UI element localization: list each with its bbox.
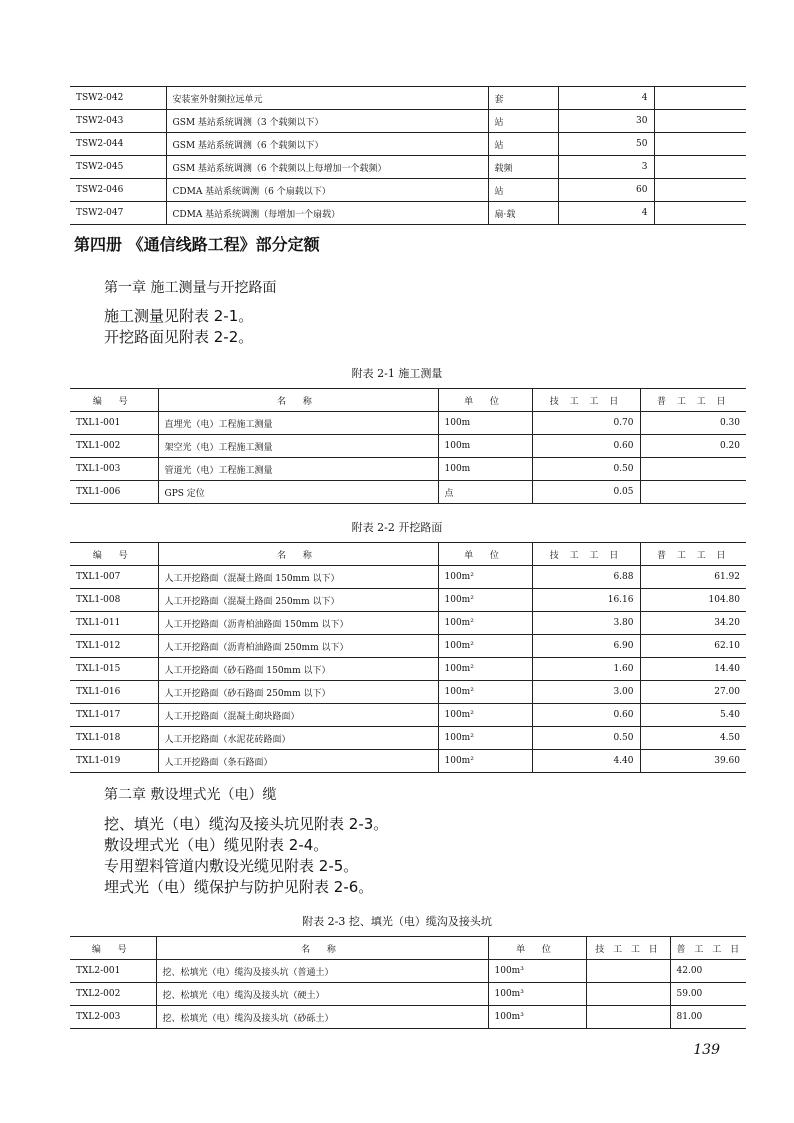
- book-heading: 第四册 《通信线路工程》部分定额: [74, 235, 320, 254]
- row-code-cell: TXL1-008: [70, 589, 158, 612]
- row-tech-cell: 1.60: [532, 658, 640, 681]
- row-name-cell: 挖、松填光（电）缆沟及接头坑（普通土）: [156, 960, 488, 983]
- row-code-cell: TXL2-001: [70, 960, 156, 983]
- row-unit-cell: 套: [488, 87, 558, 110]
- row-tech-cell: 4: [558, 87, 654, 110]
- row-unit-cell: 100m: [438, 412, 532, 435]
- header-general: 普 工 工 日: [640, 389, 746, 412]
- row-name-cell: CDMA 基站系统调测（每增加一个扇载）: [166, 202, 488, 225]
- header-name: 名 称: [158, 389, 438, 412]
- row-name-cell: GSM 基站系统调测（6 个载频以上每增加一个载频）: [166, 156, 488, 179]
- row-unit-cell: 100m²: [438, 727, 532, 750]
- table-row: [70, 635, 746, 658]
- chapter2-line-3: 专用塑料管道内敷设光缆见附表 2-5。: [104, 857, 359, 875]
- row-name-cell: 挖、松填光（电）缆沟及接头坑（硬土）: [156, 983, 488, 1006]
- table-row: [70, 156, 746, 179]
- row-general-cell: [654, 133, 746, 156]
- row-name-cell: 人工开挖路面（条石路面）: [158, 750, 438, 773]
- header-unit: 单 位: [488, 937, 586, 960]
- row-tech-cell: 0.50: [532, 458, 640, 481]
- header-code: 编 号: [70, 937, 156, 960]
- row-code-cell: TSW2-042: [70, 87, 166, 110]
- row-tech-cell: 0.05: [532, 481, 640, 504]
- row-tech-cell: 4: [558, 202, 654, 225]
- row-code-cell: TSW2-047: [70, 202, 166, 225]
- table-row: [70, 750, 746, 773]
- row-code-cell: TSW2-044: [70, 133, 166, 156]
- row-name-cell: CDMA 基站系统调测（6 个扇载以下）: [166, 179, 488, 202]
- chapter1-title: 第一章 施工测量与开挖路面: [104, 280, 277, 296]
- row-unit-cell: 站: [488, 110, 558, 133]
- table-2-2-body: [70, 566, 746, 773]
- row-code-cell: TXL1-017: [70, 704, 158, 727]
- table-row: [70, 133, 746, 156]
- row-name-cell: GSM 基站系统调测（6 个载频以下）: [166, 133, 488, 156]
- row-unit-cell: 扇·载: [488, 202, 558, 225]
- row-name-cell: 人工开挖路面（砂石路面 150mm 以下）: [158, 658, 438, 681]
- table-row: [70, 179, 746, 202]
- header-unit: 单 位: [438, 389, 532, 412]
- row-code-cell: TXL1-016: [70, 681, 158, 704]
- row-tech-cell: [586, 960, 670, 983]
- row-general-cell: [654, 87, 746, 110]
- row-name-cell: 架空光（电）工程施工测量: [158, 435, 438, 458]
- row-tech-cell: 3.80: [532, 612, 640, 635]
- row-tech-cell: [586, 983, 670, 1006]
- row-general-cell: [654, 156, 746, 179]
- table-row: [70, 589, 746, 612]
- chapter2-line-1: 挖、填光（电）缆沟及接头坑见附表 2-3。: [104, 815, 389, 833]
- table-row: [70, 110, 746, 133]
- row-code-cell: TSW2-045: [70, 156, 166, 179]
- row-code-cell: TXL1-006: [70, 481, 158, 504]
- row-general-cell: 0.30: [640, 412, 746, 435]
- table-2-3-caption: 附表 2-3 挖、填光（电）缆沟及接头坑: [302, 915, 492, 928]
- row-tech-cell: 0.50: [532, 727, 640, 750]
- table-2-2-caption: 附表 2-2 开挖路面: [351, 521, 443, 534]
- row-name-cell: 人工开挖路面（混凝土路面 150mm 以下）: [158, 566, 438, 589]
- header-code: 编 号: [70, 543, 158, 566]
- table-row: [70, 1006, 746, 1029]
- row-general-cell: [640, 481, 746, 504]
- row-code-cell: TXL1-002: [70, 435, 158, 458]
- table-row: [70, 727, 746, 750]
- table-row: [70, 983, 746, 1006]
- table-row: [70, 202, 746, 225]
- header-name: 名 称: [158, 543, 438, 566]
- header-tech: 技 工 工 日: [532, 389, 640, 412]
- row-tech-cell: 3.00: [532, 681, 640, 704]
- row-code-cell: TXL1-001: [70, 412, 158, 435]
- row-general-cell: 4.50: [640, 727, 746, 750]
- row-name-cell: GPS 定位: [158, 481, 438, 504]
- row-unit-cell: 点: [438, 481, 532, 504]
- row-tech-cell: 4.40: [532, 750, 640, 773]
- row-unit-cell: 100m³: [488, 960, 586, 983]
- chapter2-line-4: 埋式光（电）缆保护与防护见附表 2-6。: [104, 878, 374, 896]
- table-row: [70, 87, 746, 110]
- row-name-cell: 人工开挖路面（沥青柏油路面 250mm 以下）: [158, 635, 438, 658]
- row-tech-cell: 0.60: [532, 435, 640, 458]
- row-name-cell: GSM 基站系统调测（3 个载频以下）: [166, 110, 488, 133]
- row-name-cell: 人工开挖路面（混凝土路面 250mm 以下）: [158, 589, 438, 612]
- row-code-cell: TXL1-015: [70, 658, 158, 681]
- row-name-cell: 人工开挖路面（砂石路面 250mm 以下）: [158, 681, 438, 704]
- row-general-cell: [640, 458, 746, 481]
- row-unit-cell: 100m²: [438, 750, 532, 773]
- row-unit-cell: 100m: [438, 435, 532, 458]
- header-unit: 单 位: [438, 543, 532, 566]
- row-code-cell: TXL1-018: [70, 727, 158, 750]
- row-general-cell: 104.80: [640, 589, 746, 612]
- row-tech-cell: 0.70: [532, 412, 640, 435]
- header-tech: 技 工 工 日: [586, 937, 670, 960]
- row-unit-cell: 100m²: [438, 658, 532, 681]
- row-unit-cell: 100m²: [438, 566, 532, 589]
- chapter2-title: 第二章 敷设埋式光（电）缆: [104, 787, 277, 803]
- row-code-cell: TXL2-003: [70, 1006, 156, 1029]
- row-code-cell: TXL1-003: [70, 458, 158, 481]
- table-row: [70, 612, 746, 635]
- row-unit-cell: 站: [488, 179, 558, 202]
- row-general-cell: [654, 110, 746, 133]
- row-unit-cell: 100m²: [438, 704, 532, 727]
- row-name-cell: 人工开挖路面（沥青柏油路面 150mm 以下）: [158, 612, 438, 635]
- row-unit-cell: 100m²: [438, 589, 532, 612]
- row-tech-cell: 0.60: [532, 704, 640, 727]
- table-2-3: [70, 936, 746, 1029]
- row-code-cell: TXL1-007: [70, 566, 158, 589]
- table-2-1-caption: 附表 2-1 施工测量: [351, 367, 443, 380]
- header-general: 普 工 工 日: [640, 543, 746, 566]
- chapter1-line-1: 施工测量见附表 2-1。: [104, 307, 254, 325]
- chapter2-line-2: 敷设埋式光（电）缆见附表 2-4。: [104, 836, 329, 854]
- table-row: [70, 458, 746, 481]
- header-tech: 技 工 工 日: [532, 543, 640, 566]
- row-general-cell: 34.20: [640, 612, 746, 635]
- row-tech-cell: 30: [558, 110, 654, 133]
- row-general-cell: 5.40: [640, 704, 746, 727]
- header-name: 名 称: [156, 937, 488, 960]
- row-general-cell: 0.20: [640, 435, 746, 458]
- row-unit-cell: 100m²: [438, 681, 532, 704]
- tsw-table-body: [70, 87, 746, 225]
- row-unit-cell: 100m³: [488, 983, 586, 1006]
- row-general-cell: 39.60: [640, 750, 746, 773]
- row-name-cell: 安装室外射频拉远单元: [166, 87, 488, 110]
- row-unit-cell: 载频: [488, 156, 558, 179]
- row-general-cell: 81.00: [670, 1006, 746, 1029]
- table-row: [70, 704, 746, 727]
- row-code-cell: TXL2-002: [70, 983, 156, 1006]
- header-general: 普 工 工 日: [670, 937, 746, 960]
- row-unit-cell: 100m²: [438, 635, 532, 658]
- table-row: [70, 681, 746, 704]
- row-tech-cell: 16.16: [532, 589, 640, 612]
- row-tech-cell: 6.88: [532, 566, 640, 589]
- page-number: 139: [693, 1042, 720, 1058]
- row-unit-cell: 100m: [438, 458, 532, 481]
- row-general-cell: [654, 202, 746, 225]
- row-name-cell: 管道光（电）工程施工测量: [158, 458, 438, 481]
- table-row: [70, 658, 746, 681]
- row-general-cell: [654, 179, 746, 202]
- row-tech-cell: 60: [558, 179, 654, 202]
- table-2-2: [70, 542, 746, 773]
- table-2-1-header-row: [70, 389, 746, 412]
- row-general-cell: 62.10: [640, 635, 746, 658]
- table-2-3-header-row: [70, 937, 746, 960]
- row-general-cell: 14.40: [640, 658, 746, 681]
- table-2-2-header-row: [70, 543, 746, 566]
- row-name-cell: 人工开挖路面（混凝土砌块路面）: [158, 704, 438, 727]
- row-code-cell: TSW2-043: [70, 110, 166, 133]
- row-tech-cell: [586, 1006, 670, 1029]
- row-general-cell: 61.92: [640, 566, 746, 589]
- table-row: [70, 435, 746, 458]
- row-name-cell: 直埋光（电）工程施工测量: [158, 412, 438, 435]
- table-2-3-body: [70, 960, 746, 1029]
- table-row: [70, 566, 746, 589]
- tsw-quota-table: [70, 86, 746, 225]
- row-unit-cell: 100m³: [488, 1006, 586, 1029]
- row-general-cell: 42.00: [670, 960, 746, 983]
- header-code: 编 号: [70, 389, 158, 412]
- row-tech-cell: 3: [558, 156, 654, 179]
- table-row: [70, 481, 746, 504]
- table-2-1: [70, 388, 746, 504]
- row-code-cell: TXL1-012: [70, 635, 158, 658]
- row-unit-cell: 站: [488, 133, 558, 156]
- row-code-cell: TXL1-019: [70, 750, 158, 773]
- table-row: [70, 960, 746, 983]
- row-tech-cell: 50: [558, 133, 654, 156]
- row-general-cell: 27.00: [640, 681, 746, 704]
- row-code-cell: TSW2-046: [70, 179, 166, 202]
- table-row: [70, 412, 746, 435]
- row-name-cell: 挖、松填光（电）缆沟及接头坑（砂砾土）: [156, 1006, 488, 1029]
- table-2-1-body: [70, 412, 746, 504]
- row-unit-cell: 100m²: [438, 612, 532, 635]
- row-name-cell: 人工开挖路面（水泥花砖路面）: [158, 727, 438, 750]
- row-general-cell: 59.00: [670, 983, 746, 1006]
- row-tech-cell: 6.90: [532, 635, 640, 658]
- chapter1-line-2: 开挖路面见附表 2-2。: [104, 328, 254, 346]
- row-code-cell: TXL1-011: [70, 612, 158, 635]
